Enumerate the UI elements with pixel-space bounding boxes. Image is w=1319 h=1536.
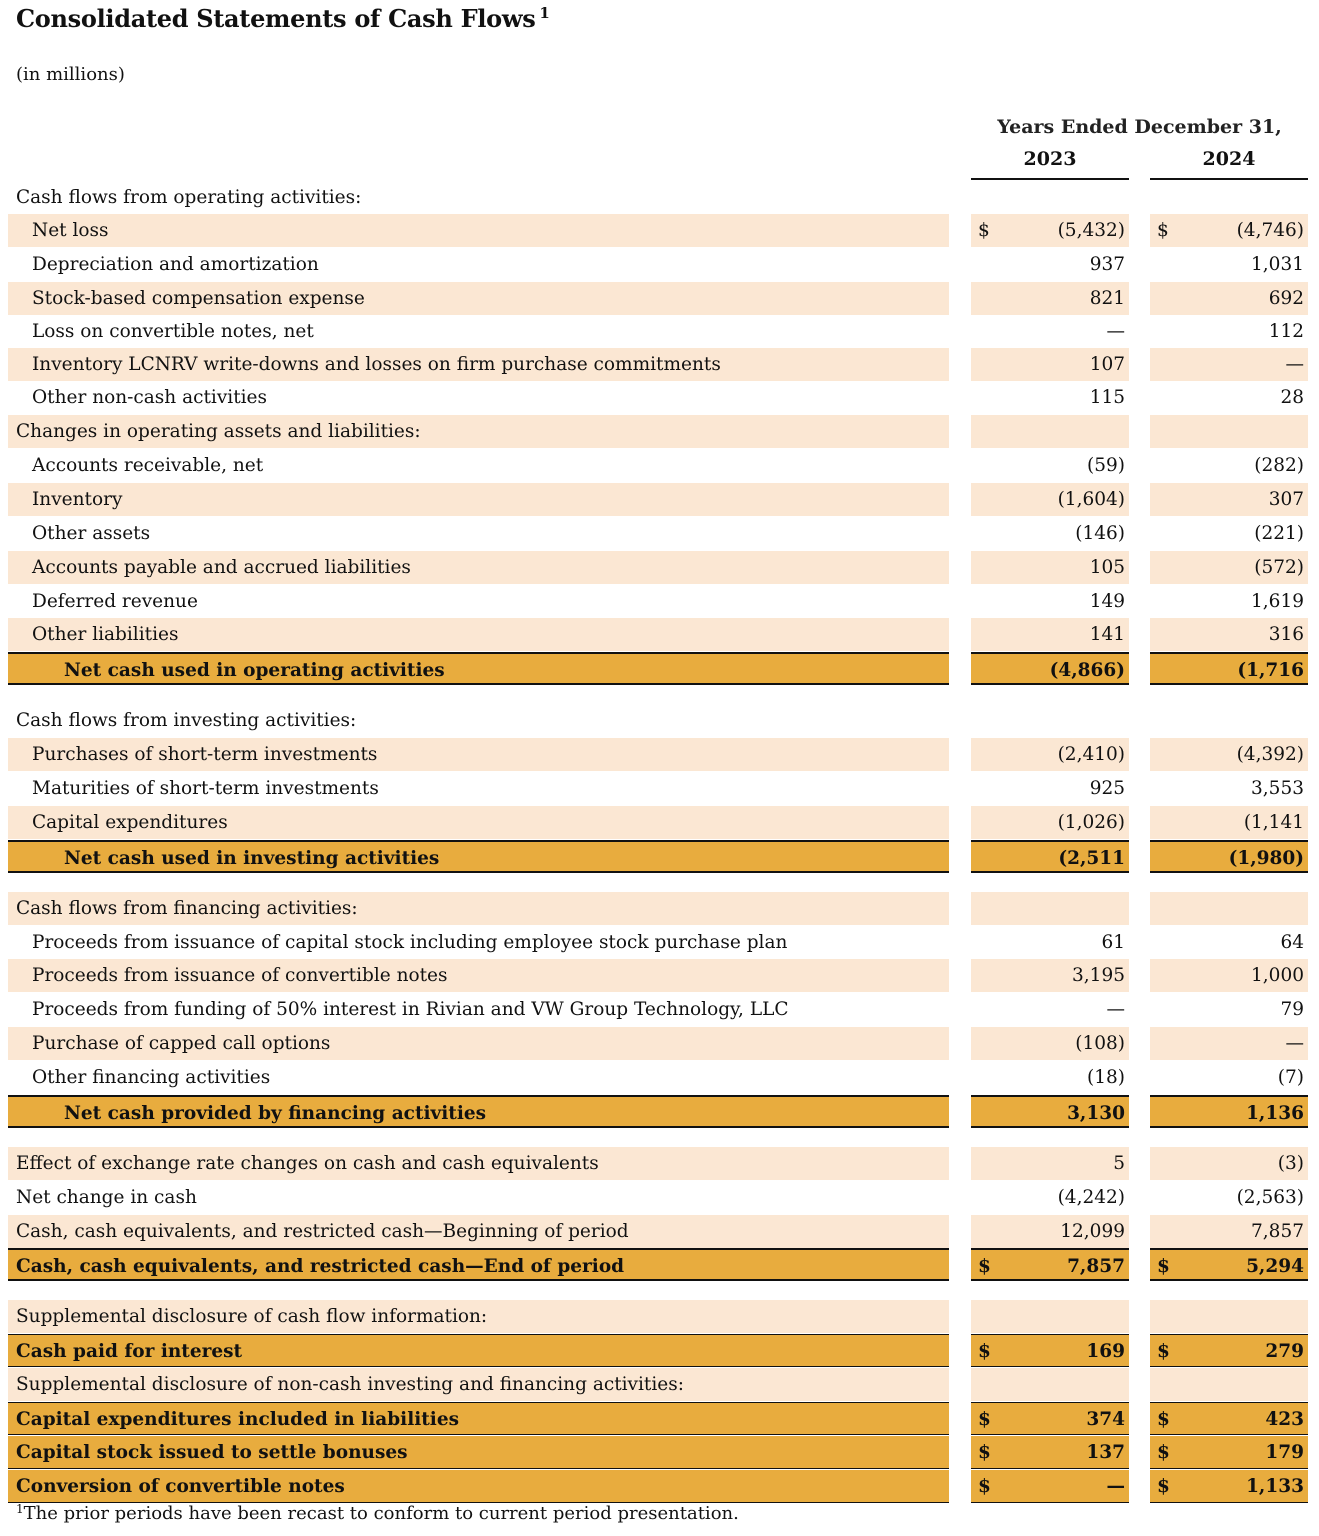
table-row <box>0 1248 1319 1281</box>
value-2023-cell <box>971 1334 1129 1367</box>
value-2024: (1,141 <box>1243 812 1304 833</box>
value-2024-cell <box>1150 214 1308 247</box>
value-2023-cell <box>971 348 1129 381</box>
row-label-cell <box>8 1181 949 1214</box>
value-2024-cell <box>1150 840 1308 873</box>
row-label: Inventory LCNRV write-downs and losses on firm purchase commitments <box>32 354 721 375</box>
table-row <box>0 1368 1319 1401</box>
value-2023-cell <box>971 618 1129 651</box>
value-2024: (3) <box>1277 1153 1304 1174</box>
row-label: Proceeds from issuance of convertible notes <box>32 965 448 986</box>
table-row <box>0 282 1319 315</box>
row-label-cell <box>8 181 949 214</box>
row-label-cell <box>8 1027 949 1060</box>
value-2023-cell <box>971 381 1129 414</box>
row-label-cell <box>8 892 949 925</box>
value-2023-cell <box>971 181 1129 214</box>
value-2024-cell <box>1150 959 1308 992</box>
row-label-cell <box>8 926 949 959</box>
table-row <box>0 1147 1319 1180</box>
row-label-cell <box>8 1470 949 1503</box>
value-2023-cell <box>971 1095 1129 1128</box>
value-2023-cell <box>971 483 1129 516</box>
row-label-cell <box>8 993 949 1026</box>
currency-symbol: $ <box>978 1341 991 1362</box>
table-row <box>0 1095 1319 1128</box>
value-2023: (1,604) <box>1057 489 1125 510</box>
value-2023: 937 <box>1089 254 1125 275</box>
value-2023: 3,195 <box>1072 965 1125 986</box>
title-footnote-marker: 1 <box>539 4 550 22</box>
value-2024-cell <box>1150 652 1308 685</box>
value-2024: — <box>1285 1033 1304 1054</box>
value-2023-cell <box>971 926 1129 959</box>
value-2023-cell <box>971 1402 1129 1435</box>
row-label-cell <box>8 1402 949 1435</box>
row-label: Purchase of capped call options <box>32 1033 331 1054</box>
row-label-cell <box>8 1147 949 1180</box>
value-2024-cell <box>1150 892 1308 925</box>
value-2024-cell <box>1150 618 1308 651</box>
value-2023: (146) <box>1075 523 1125 544</box>
currency-symbol: $ <box>978 220 990 241</box>
row-label: Other assets <box>32 523 151 544</box>
row-label-cell <box>8 517 949 550</box>
value-2023-cell <box>971 315 1129 348</box>
value-2023: 12,099 <box>1060 1221 1125 1242</box>
row-label: Net cash used in investing activities <box>64 848 440 869</box>
table-row <box>0 772 1319 805</box>
row-label-cell <box>8 551 949 584</box>
value-2023-cell <box>971 772 1129 805</box>
table-row <box>0 248 1319 281</box>
value-2024-cell <box>1150 1248 1308 1281</box>
column-year-2024: 2024 <box>1202 148 1256 170</box>
value-2023: 3,130 <box>1067 1103 1125 1124</box>
currency-symbol: $ <box>978 1476 991 1497</box>
table-row <box>0 959 1319 992</box>
value-2023: 821 <box>1089 288 1125 309</box>
value-2023-cell <box>971 1436 1129 1469</box>
value-2023-cell <box>971 1181 1129 1214</box>
value-2023-cell <box>971 959 1129 992</box>
table-row <box>0 1436 1319 1469</box>
value-2023: (4,866) <box>1049 660 1125 681</box>
value-2023-cell <box>971 892 1129 925</box>
column-header-period: Years Ended December 31, <box>997 116 1282 138</box>
footnote-marker: 1 <box>16 1502 24 1516</box>
value-2023: (2,410) <box>1057 744 1125 765</box>
table-row <box>0 1300 1319 1333</box>
value-2023: (59) <box>1087 455 1125 476</box>
row-label: Stock-based compensation expense <box>32 288 365 309</box>
value-2023: 169 <box>1086 1341 1125 1362</box>
value-2024-cell <box>1150 449 1308 482</box>
value-2024-cell <box>1150 1436 1308 1469</box>
currency-symbol: $ <box>1157 1341 1170 1362</box>
value-2023-cell <box>971 214 1129 247</box>
value-2024-cell <box>1150 1181 1308 1214</box>
row-label-cell <box>8 704 949 737</box>
value-2024-cell <box>1150 483 1308 516</box>
row-label: Supplemental disclosure of non-cash investing and financing activities: <box>16 1374 684 1395</box>
table-row <box>0 1334 1319 1367</box>
value-2024: (4,746) <box>1236 220 1304 241</box>
table-row <box>0 1027 1319 1060</box>
value-2023: — <box>1106 321 1125 342</box>
row-label: Other non-cash activities <box>32 387 267 408</box>
row-label: Accounts receivable, net <box>32 455 264 476</box>
value-2024: — <box>1285 354 1304 375</box>
currency-symbol: $ <box>1157 1476 1170 1497</box>
value-2023: — <box>1106 999 1125 1020</box>
row-label: Net loss <box>32 220 109 241</box>
row-label-cell <box>8 1334 949 1367</box>
row-label-cell <box>8 348 949 381</box>
row-label: Net cash used in operating activities <box>64 660 445 681</box>
currency-symbol: $ <box>1157 1256 1170 1277</box>
table-row <box>0 738 1319 771</box>
value-2023: 925 <box>1089 778 1125 799</box>
value-2023-cell <box>971 1215 1129 1248</box>
value-2024-cell <box>1150 315 1308 348</box>
value-2023-cell <box>971 415 1129 448</box>
row-label-cell <box>8 959 949 992</box>
value-2023: 7,857 <box>1067 1256 1125 1277</box>
units-note: (in millions) <box>16 64 125 85</box>
value-2024: 179 <box>1265 1442 1304 1463</box>
row-label: Changes in operating assets and liabilities: <box>16 421 421 442</box>
table-row <box>0 551 1319 584</box>
value-2024: (7) <box>1277 1067 1304 1088</box>
row-label: Loss on convertible notes, net <box>32 321 314 342</box>
table-row <box>0 1061 1319 1094</box>
table-row <box>0 704 1319 737</box>
value-2023-cell <box>971 1470 1129 1503</box>
value-2023-cell <box>971 1368 1129 1401</box>
value-2023-cell <box>971 806 1129 839</box>
value-2023: — <box>1106 1476 1125 1497</box>
value-2024-cell <box>1150 772 1308 805</box>
value-2023: 5 <box>1113 1153 1125 1174</box>
value-2024: 1,031 <box>1251 254 1304 275</box>
value-2023: (108) <box>1075 1033 1125 1054</box>
value-2024-cell <box>1150 181 1308 214</box>
row-label-cell <box>8 1215 949 1248</box>
row-label-cell <box>8 1061 949 1094</box>
row-label-cell <box>8 248 949 281</box>
value-2023-cell <box>971 1300 1129 1333</box>
value-2024-cell <box>1150 704 1308 737</box>
value-2023: 61 <box>1101 932 1125 953</box>
table-row <box>0 483 1319 516</box>
table-row <box>0 348 1319 381</box>
table-row <box>0 993 1319 1026</box>
value-2024-cell <box>1150 1027 1308 1060</box>
table-row <box>0 652 1319 685</box>
value-2024-cell <box>1150 248 1308 281</box>
value-2024: (1,716 <box>1237 660 1304 681</box>
value-2024: 423 <box>1265 1409 1304 1430</box>
value-2024: 112 <box>1268 321 1304 342</box>
currency-symbol: $ <box>978 1442 991 1463</box>
value-2023: (18) <box>1087 1067 1125 1088</box>
value-2023: 115 <box>1089 387 1125 408</box>
value-2024: (282) <box>1254 455 1304 476</box>
column-year-2023: 2023 <box>1023 148 1077 170</box>
table-row <box>0 585 1319 618</box>
row-label: Purchases of short-term investments <box>32 744 378 765</box>
row-label-cell <box>8 652 949 685</box>
row-label-cell <box>8 772 949 805</box>
row-label-cell <box>8 585 949 618</box>
row-label-cell <box>8 618 949 651</box>
row-label: Capital expenditures <box>32 812 228 833</box>
table-row <box>0 315 1319 348</box>
value-2024: 692 <box>1268 288 1304 309</box>
value-2024-cell <box>1150 1334 1308 1367</box>
value-2023-cell <box>971 704 1129 737</box>
row-label-cell <box>8 415 949 448</box>
value-2024: 1,133 <box>1246 1476 1304 1497</box>
footnote-text: The prior periods have been recast to conform to current period presentation. <box>23 1503 739 1524</box>
row-label: Supplemental disclosure of cash flow information: <box>16 1306 488 1327</box>
row-label: Maturities of short-term investments <box>32 778 379 799</box>
value-2023-cell <box>971 517 1129 550</box>
row-label: Cash flows from investing activities: <box>16 710 357 731</box>
table-row <box>0 1215 1319 1248</box>
value-2023: 137 <box>1086 1442 1125 1463</box>
title-text: Consolidated Statements of Cash Flows <box>16 4 536 33</box>
row-label-cell <box>8 449 949 482</box>
value-2024-cell <box>1150 1061 1308 1094</box>
value-2024-cell <box>1150 381 1308 414</box>
row-label: Proceeds from funding of 50% interest in Rivian and VW Group Technology, LLC <box>32 999 789 1020</box>
value-2024: (221) <box>1254 523 1304 544</box>
row-label: Other financing activities <box>32 1067 271 1088</box>
value-2023-cell <box>971 551 1129 584</box>
table-row <box>0 181 1319 214</box>
row-label-cell <box>8 738 949 771</box>
table-row <box>0 381 1319 414</box>
table-row <box>0 1402 1319 1435</box>
value-2024: 1,136 <box>1246 1103 1304 1124</box>
value-2023-cell <box>971 993 1129 1026</box>
value-2024-cell <box>1150 1402 1308 1435</box>
value-2024-cell <box>1150 1147 1308 1180</box>
value-2024-cell <box>1150 1300 1308 1333</box>
row-label-cell <box>8 1436 949 1469</box>
row-label-cell <box>8 806 949 839</box>
row-label: Capital expenditures included in liabilities <box>16 1409 460 1430</box>
value-2024: 279 <box>1265 1341 1304 1362</box>
value-2023: 141 <box>1089 624 1125 645</box>
value-2024: 79 <box>1280 999 1304 1020</box>
value-2024-cell <box>1150 282 1308 315</box>
row-label-cell <box>8 1095 949 1128</box>
value-2024-cell <box>1150 517 1308 550</box>
row-label: Depreciation and amortization <box>32 254 319 275</box>
value-2024: 28 <box>1280 387 1304 408</box>
value-2024: 5,294 <box>1246 1256 1304 1277</box>
value-2024-cell <box>1150 926 1308 959</box>
table-row <box>0 517 1319 550</box>
value-2023-cell <box>971 1147 1129 1180</box>
value-2024-cell <box>1150 993 1308 1026</box>
row-label-cell <box>8 1368 949 1401</box>
value-2024-cell <box>1150 585 1308 618</box>
row-label: Cash flows from operating activities: <box>16 187 362 208</box>
currency-symbol: $ <box>1157 220 1169 241</box>
table-row <box>0 806 1319 839</box>
row-label: Net cash provided by financing activities <box>64 1103 487 1124</box>
value-2024-cell <box>1150 348 1308 381</box>
value-2023: (5,432) <box>1057 220 1125 241</box>
row-label-cell <box>8 381 949 414</box>
row-label: Proceeds from issuance of capital stock including employee stock purchase plan <box>32 932 788 953</box>
row-label-cell <box>8 840 949 873</box>
value-2024: 1,000 <box>1251 965 1304 986</box>
value-2024-cell <box>1150 738 1308 771</box>
value-2023-cell <box>971 449 1129 482</box>
value-2024: (4,392) <box>1236 744 1304 765</box>
table-row <box>0 1470 1319 1503</box>
value-2023-cell <box>971 738 1129 771</box>
value-2024: 64 <box>1280 932 1304 953</box>
value-2023: 105 <box>1089 557 1125 578</box>
currency-symbol: $ <box>1157 1442 1170 1463</box>
value-2024-cell <box>1150 551 1308 584</box>
row-label: Effect of exchange rate changes on cash and cash equivalents <box>16 1153 599 1174</box>
row-label: Cash paid for interest <box>16 1341 243 1362</box>
row-label-cell <box>8 214 949 247</box>
table-row <box>0 449 1319 482</box>
row-label: Conversion of convertible notes <box>16 1476 345 1497</box>
value-2024-cell <box>1150 806 1308 839</box>
table-row <box>0 840 1319 873</box>
value-2023-cell <box>971 1248 1129 1281</box>
value-2024-cell <box>1150 1470 1308 1503</box>
value-2024-cell <box>1150 1095 1308 1128</box>
value-2023: 107 <box>1089 354 1125 375</box>
value-2023-cell <box>971 585 1129 618</box>
currency-symbol: $ <box>1157 1409 1170 1430</box>
value-2024: 7,857 <box>1251 1221 1304 1242</box>
row-label: Deferred revenue <box>32 591 198 612</box>
currency-symbol: $ <box>978 1409 991 1430</box>
value-2024: 316 <box>1268 624 1304 645</box>
value-2023-cell <box>971 1061 1129 1094</box>
row-label: Other liabilities <box>32 624 179 645</box>
value-2024: 307 <box>1268 489 1304 510</box>
value-2023-cell <box>971 248 1129 281</box>
value-2023-cell <box>971 1027 1129 1060</box>
row-label: Cash, cash equivalents, and restricted cash—Beginning of period <box>16 1221 629 1242</box>
value-2023: (4,242) <box>1057 1187 1125 1208</box>
value-2023: 374 <box>1086 1409 1125 1430</box>
row-label: Cash flows from financing activities: <box>16 898 358 919</box>
value-2023: 149 <box>1089 591 1125 612</box>
value-2024: 1,619 <box>1251 591 1304 612</box>
row-label-cell <box>8 1300 949 1333</box>
row-label: Accounts payable and accrued liabilities <box>32 557 411 578</box>
row-label: Net change in cash <box>16 1187 197 1208</box>
row-label-cell <box>8 282 949 315</box>
value-2024: 3,553 <box>1251 778 1304 799</box>
row-label-cell <box>8 315 949 348</box>
value-2024-cell <box>1150 1368 1308 1401</box>
row-label: Inventory <box>32 489 123 510</box>
table-row <box>0 892 1319 925</box>
table-row <box>0 1181 1319 1214</box>
value-2023: (1,026) <box>1057 812 1125 833</box>
row-label: Cash, cash equivalents, and restricted cash—End of period <box>16 1256 625 1277</box>
value-2023-cell <box>971 840 1129 873</box>
row-label-cell <box>8 483 949 516</box>
table-row <box>0 618 1319 651</box>
row-label-cell <box>8 1248 949 1281</box>
value-2023-cell <box>971 652 1129 685</box>
row-label: Capital stock issued to settle bonuses <box>16 1442 408 1463</box>
currency-symbol: $ <box>978 1256 991 1277</box>
value-2024: (1,980) <box>1228 848 1304 869</box>
table-row <box>0 415 1319 448</box>
value-2023: (2,511 <box>1058 848 1125 869</box>
table-row <box>0 214 1319 247</box>
table-row <box>0 926 1319 959</box>
footnote <box>16 1502 739 1524</box>
value-2023-cell <box>971 282 1129 315</box>
value-2024: (2,563) <box>1236 1187 1304 1208</box>
value-2024: (572) <box>1254 557 1304 578</box>
value-2024-cell <box>1150 415 1308 448</box>
value-2024-cell <box>1150 1215 1308 1248</box>
